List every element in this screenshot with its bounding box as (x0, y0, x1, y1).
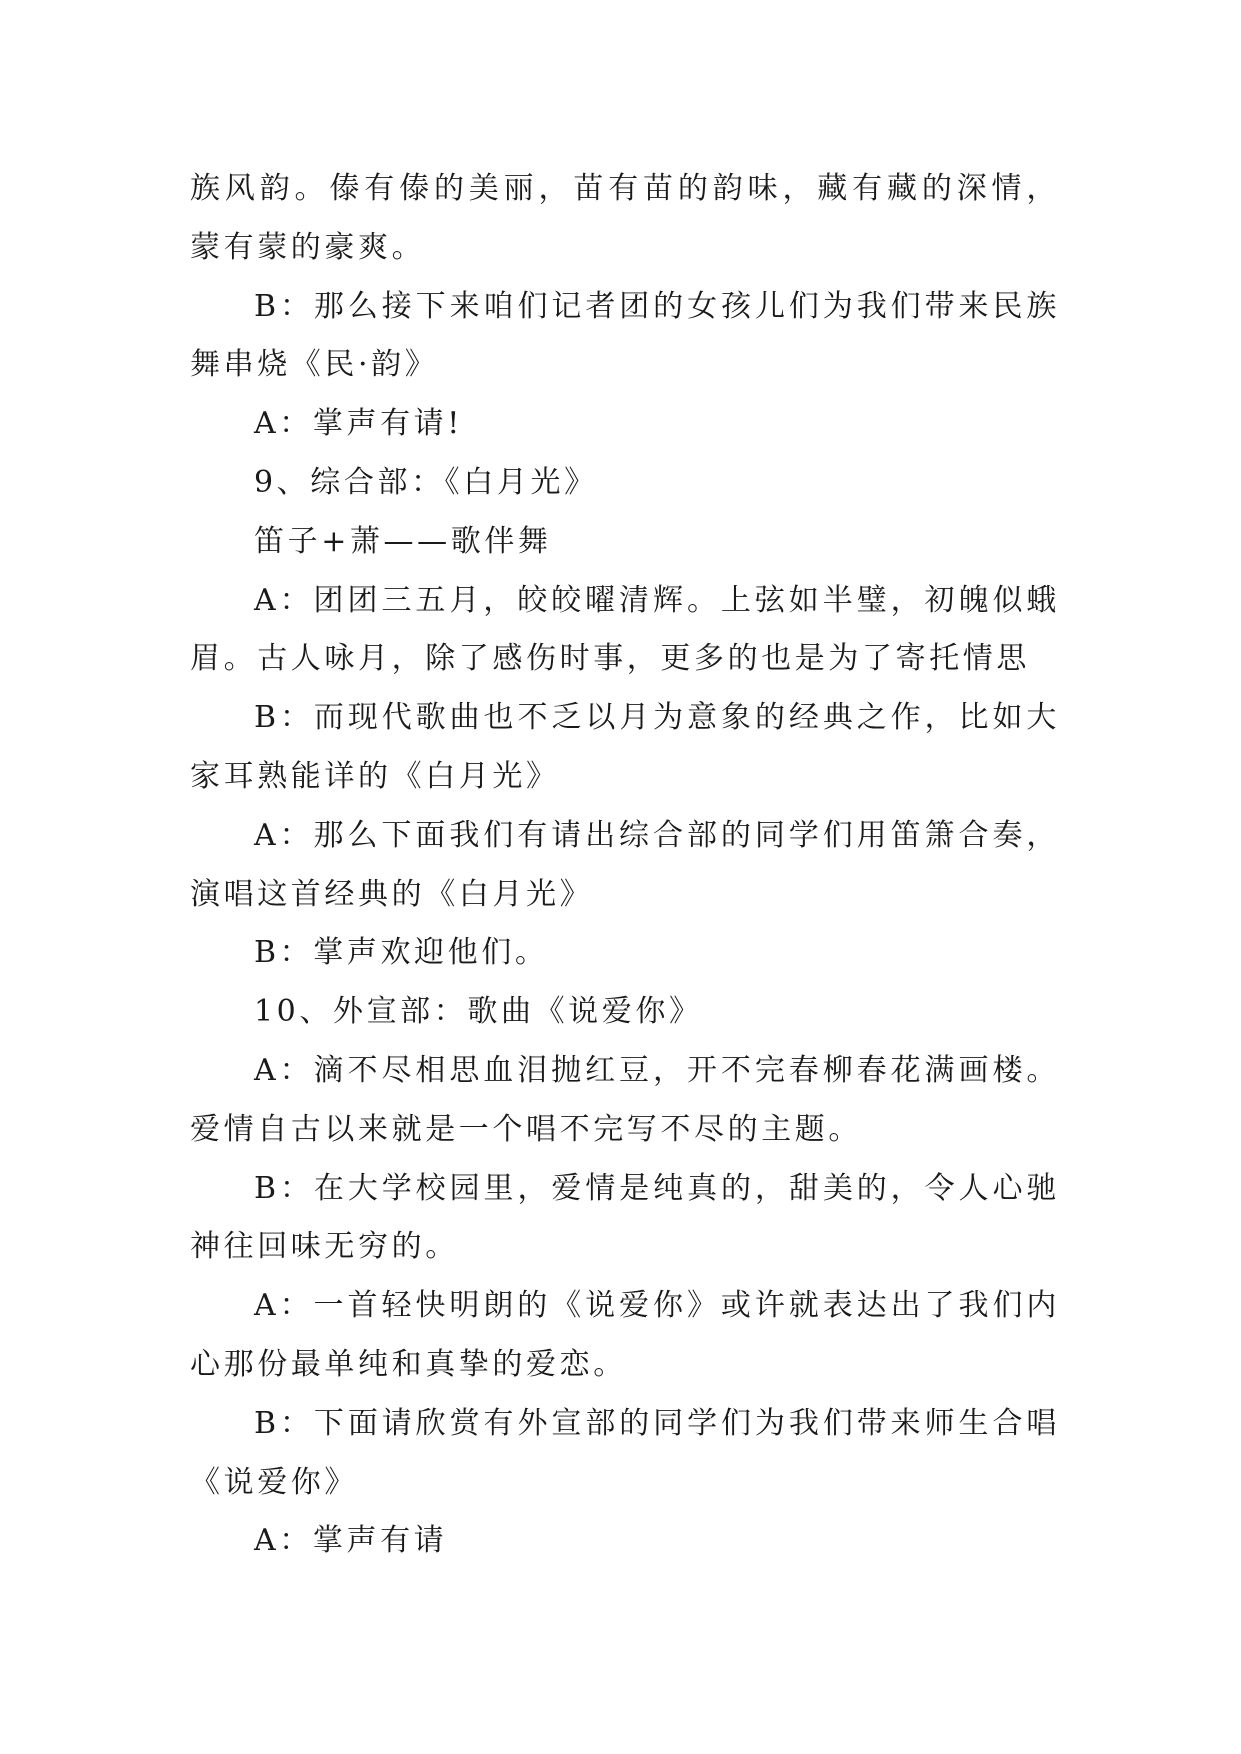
paragraph: B：而现代歌曲也不乏以月为意象的经典之作，比如大家耳熟能详的《白月光》 (190, 700, 1060, 794)
paragraph: A：掌声有请! (254, 406, 463, 442)
section-subtitle: 笛子+萧——歌伴舞 (254, 523, 552, 559)
paragraph: A：滴不尽相思血泪抛红豆，开不完春柳春花满画楼。爱情自古以来就是一个唱不完写不尽的主题。 (190, 1052, 1060, 1147)
paragraph: 族风韵。傣有傣的美丽，苗有苗的韵味，藏有藏的深情，蒙有蒙的豪爽。 (190, 171, 1060, 265)
paragraph: B：下面请欣赏有外宣部的同学们为我们带来师生合唱《说爱你》 (190, 1405, 1060, 1500)
document-body (190, 160, 1060, 1571)
section-heading: 9、综合部：《白月光》 (254, 464, 598, 500)
section-heading: 10、外宣部：歌曲《说爱你》 (254, 994, 703, 1030)
paragraph: A：一首轻快明朗的《说爱你》或许就表达出了我们内心那份最单纯和真挚的爱恋。 (190, 1288, 1060, 1382)
paragraph: A：掌声有请 (254, 1523, 448, 1559)
paragraph: A：那么下面我们有请出综合部的同学们用笛箫合奏，演唱这首经典的《白月光》 (190, 817, 1060, 912)
paragraph: B：掌声欢迎他们。 (254, 935, 549, 971)
paragraph: B：那么接下来咱们记者团的女孩儿们为我们带来民族舞串烧《民·韵》 (190, 288, 1060, 383)
paragraph: A：团团三五月，皎皎曜清辉。上弦如半璧，初魄似蛾眉。古人咏月，除了感伤时事，更多的也是为了寄托情思 (190, 582, 1060, 677)
paragraph: B：在大学校园里，爱情是纯真的，甜美的，令人心驰神往回味无穷的。 (190, 1170, 1060, 1265)
